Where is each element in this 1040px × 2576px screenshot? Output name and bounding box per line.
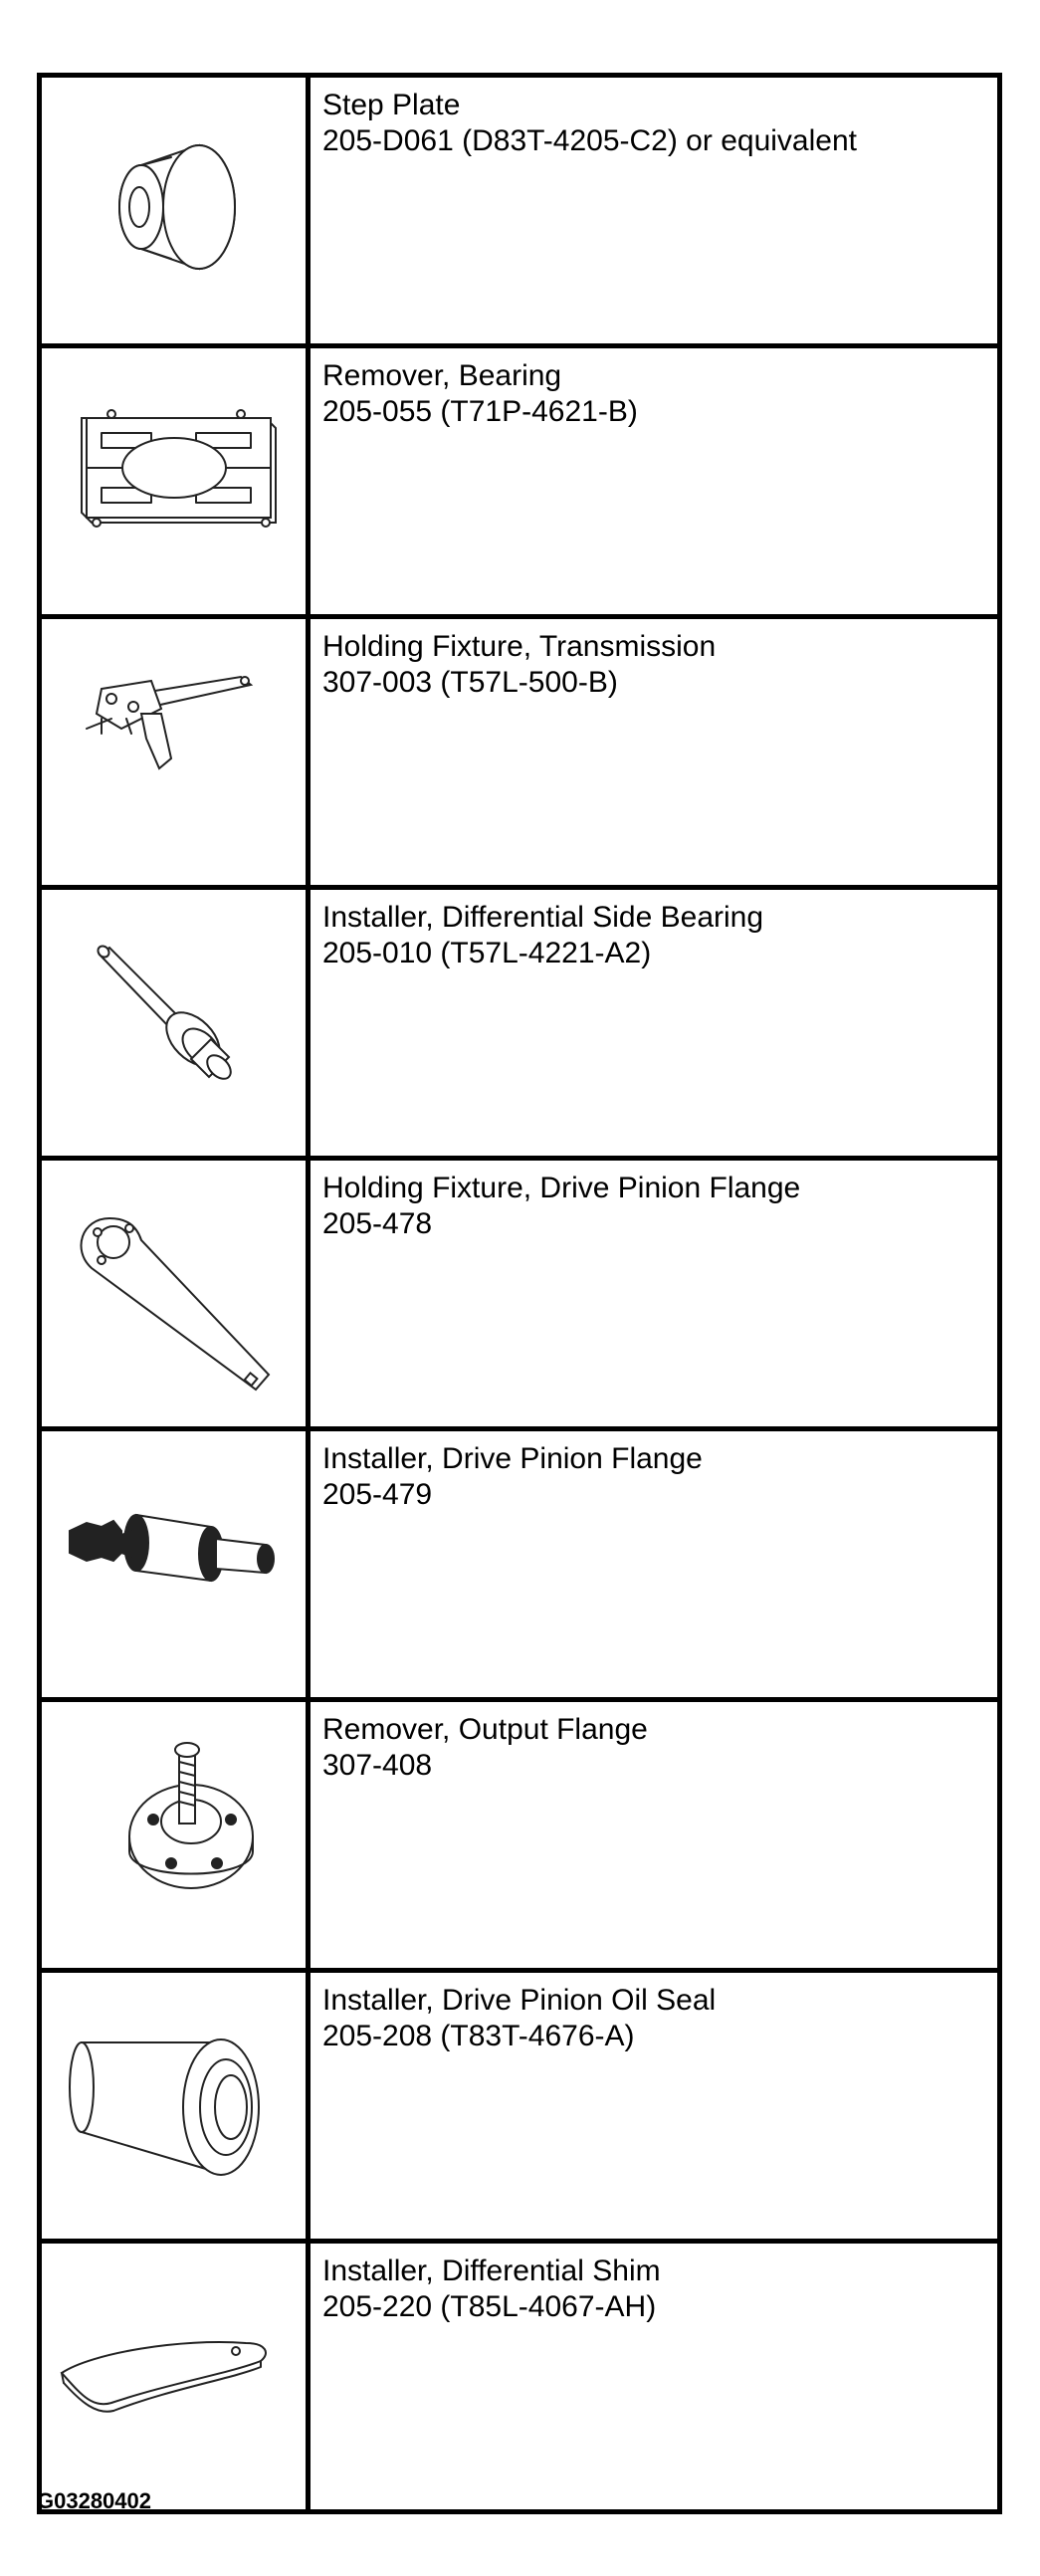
tool-name: Installer, Drive Pinion Oil Seal [322,1984,717,2017]
tool-name: Remover, Output Flange [322,1713,648,1746]
table-row [40,888,1000,1159]
pinion-flange-installer-icon [42,1431,306,1697]
step-plate-icon [42,78,306,343]
tool-name: Holding Fixture, Transmission [322,630,717,663]
tool-name: Holding Fixture, Drive Pinion Flange [322,1172,801,1204]
side-bearing-installer-icon [42,890,306,1156]
tool-name: Installer, Drive Pinion Flange [322,1442,703,1475]
tool-image-cell [40,1700,309,1971]
bearing-remover-icon [42,348,306,614]
tool-image-cell [40,1159,309,1429]
tool-image-cell [40,1429,309,1700]
tool-description-cell [309,2242,1000,2512]
table-row [40,1159,1000,1429]
tool-description-cell [309,1971,1000,2242]
table-row [40,1700,1000,1971]
table-row [40,617,1000,888]
figure-id: G03280402 [37,2488,151,2513]
tool-name: Installer, Differential Shim [322,2254,661,2287]
oil-seal-installer-icon [42,1973,306,2239]
tool-number: 205-D061 (D83T-4205-C2) or equivalent [322,124,857,157]
tool-description-cell [309,617,1000,888]
table-row [40,2242,1000,2512]
table-row [40,346,1000,617]
tool-number: 205-055 (T71P-4621-B) [322,395,638,428]
differential-shim-installer-icon [42,2244,306,2509]
table-row [40,1971,1000,2242]
output-flange-remover-icon [42,1702,306,1968]
table-row [40,76,1000,346]
tool-description-cell [309,346,1000,617]
tool-name: Step Plate [322,89,461,121]
tool-image-cell [40,888,309,1159]
tool-number: 205-010 (T57L-4221-A2) [322,937,652,969]
tool-image-cell [40,2242,309,2512]
tool-image-cell [40,76,309,346]
tool-description-cell [309,888,1000,1159]
tool-number: 205-479 [322,1478,433,1511]
pinion-flange-holding-fixture-icon [42,1161,306,1426]
tool-description-cell [309,76,1000,346]
tool-number: 307-003 (T57L-500-B) [322,666,618,699]
tool-description-cell [309,1429,1000,1700]
tool-image-cell [40,617,309,888]
tool-number: 205-208 (T83T-4676-A) [322,2020,635,2052]
transmission-holding-fixture-icon [42,619,306,885]
tool-name: Installer, Differential Side Bearing [322,901,764,934]
tool-number: 205-220 (T85L-4067-AH) [322,2290,657,2323]
tool-name: Remover, Bearing [322,359,562,392]
table-row [40,1429,1000,1700]
tool-image-cell [40,1971,309,2242]
tool-description-cell [309,1700,1000,1971]
special-tools-table [37,73,1002,2514]
tool-number: 307-408 [322,1749,433,1782]
tool-number: 205-478 [322,1207,433,1240]
tool-image-cell [40,346,309,617]
tool-description-cell [309,1159,1000,1429]
